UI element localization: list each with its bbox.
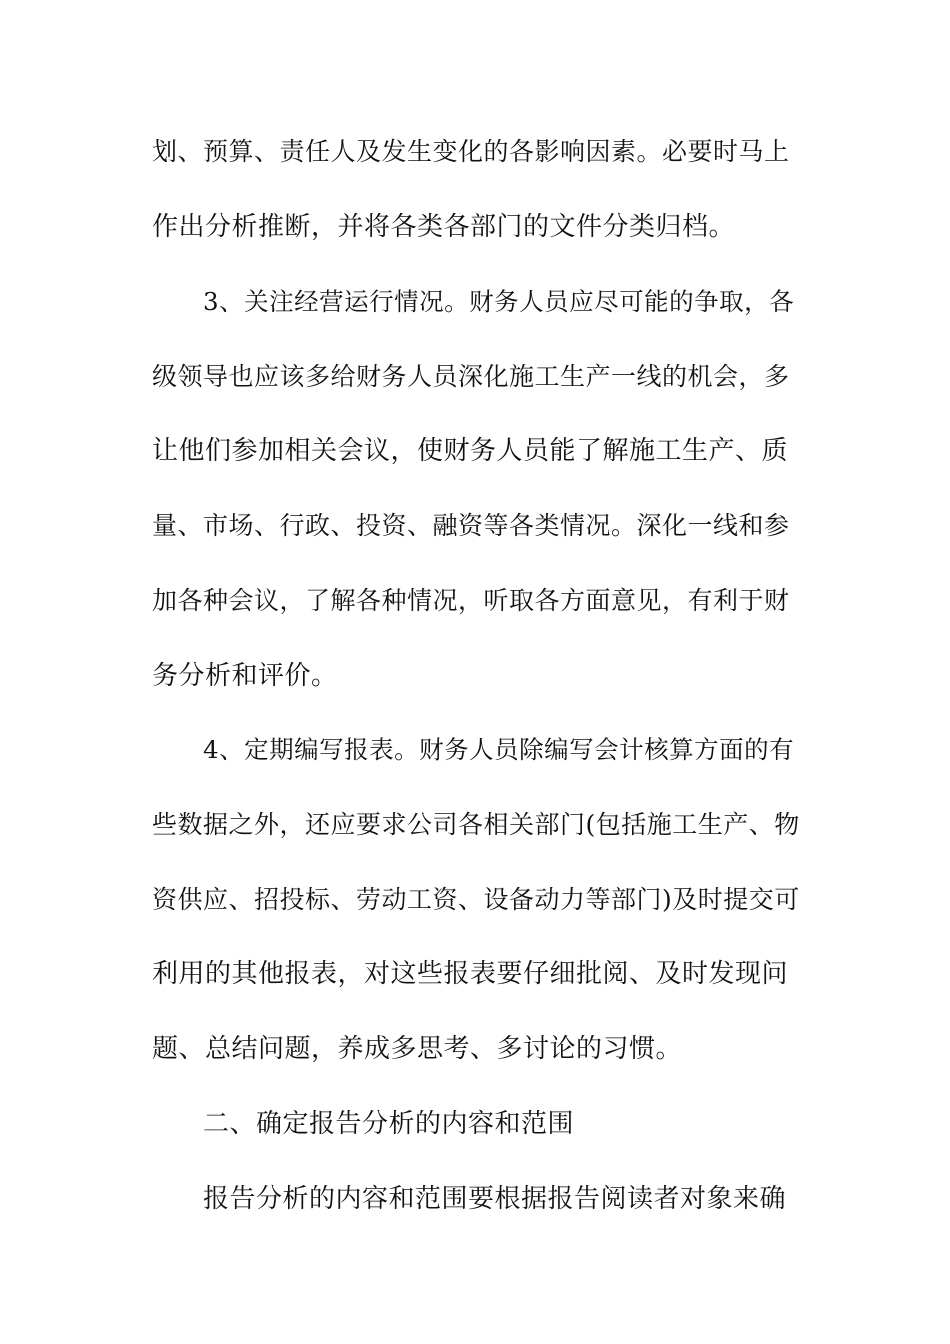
text-line: 加各种会议，了解各种情况，听取各方面意见，有利于财 — [152, 586, 790, 615]
text-line: 些数据之外，还应要求公司各相关部门(包括施工生产、物 — [152, 810, 800, 839]
text-line: 资供应、招投标、劳动工资、设备动力等部门)及时提交可 — [152, 885, 800, 914]
text-line: 级领导也应该多给财务人员深化施工生产一线的机会，多 — [152, 362, 790, 391]
text-line: 让他们参加相关会议，使财务人员能了解施工生产、质 — [152, 436, 789, 466]
text-line: 务分析和评价。 — [152, 661, 338, 691]
text-line: 利用的其他报表，对这些报表要仔细批阅、及时发现问 — [152, 959, 789, 989]
text-line: 划、预算、责任人及发生变化的各影响因素。必要时马上 — [152, 137, 790, 166]
text-line: 作出分析推断，并将各类各部门的文件分类归档。 — [152, 212, 736, 242]
text-line: 题、总结问题，养成多思考、多讨论的习惯。 — [152, 1034, 683, 1064]
paragraph-heading: 4、定期编写报表。财务人员除编写会计核算方面的有 — [203, 735, 795, 764]
paragraph-heading: 3、关注经营运行情况。财务人员应尽可能的争取，各 — [203, 287, 795, 316]
section-heading: 二、确定报告分析的内容和范围 — [203, 1109, 575, 1139]
text-line: 量、市场、行政、投资、融资等各类情况。深化一线和参 — [152, 511, 790, 540]
text-line: 报告分析的内容和范围要根据报告阅读者对象来确 — [203, 1184, 787, 1214]
